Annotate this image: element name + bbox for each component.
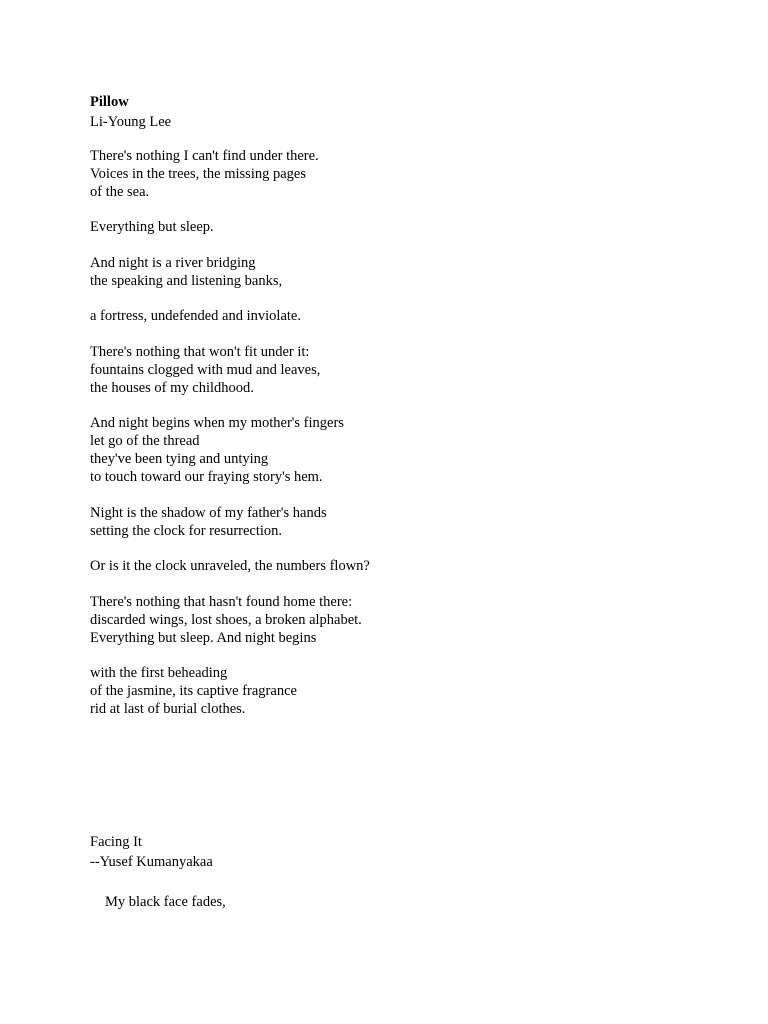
poem-line: they've been tying and untying <box>90 451 269 467</box>
poem-line: There's nothing I can't find under there. <box>90 148 319 164</box>
poem-line: Night is the shadow of my father's hands <box>90 505 327 521</box>
poem-line: let go of the thread <box>90 433 200 449</box>
poem-line: Everything but sleep. <box>90 219 214 235</box>
poem-line: of the sea. <box>90 184 150 200</box>
poem-line: the houses of my childhood. <box>90 380 254 396</box>
poem-line: And night begins when my mother's fingers <box>90 415 344 431</box>
poem-line: Everything but sleep. And night begins <box>90 630 317 646</box>
poem-line: Or is it the clock unraveled, the numbers flown? <box>90 558 370 574</box>
poem-line: My black face fades, <box>105 894 226 910</box>
poem-line: of the jasmine, its captive fragrance <box>90 683 297 699</box>
poem-author: Li-Young Lee <box>90 114 172 130</box>
poem-author: --Yusef Kumanyakaa <box>90 854 213 870</box>
poem-line: rid at last of burial clothes. <box>90 701 246 717</box>
poem-line: the speaking and listening banks, <box>90 273 283 289</box>
poem-line: And night is a river bridging <box>90 255 256 271</box>
poem-line: Voices in the trees, the missing pages <box>90 166 306 182</box>
poem-line: There's nothing that hasn't found home there: <box>90 594 353 610</box>
poem-line: fountains clogged with mud and leaves, <box>90 362 321 378</box>
poem-line: discarded wings, lost shoes, a broken alphabet. <box>90 612 362 628</box>
poem-line: setting the clock for resurrection. <box>90 523 283 539</box>
poem-title: Facing It <box>90 834 142 850</box>
poem-line: with the first beheading <box>90 665 228 681</box>
poem-line: There's nothing that won't fit under it: <box>90 344 310 360</box>
poem-line: a fortress, undefended and inviolate. <box>90 308 301 324</box>
poem-line: to touch toward our fraying story's hem. <box>90 469 323 485</box>
poem-title: Pillow <box>90 94 129 110</box>
